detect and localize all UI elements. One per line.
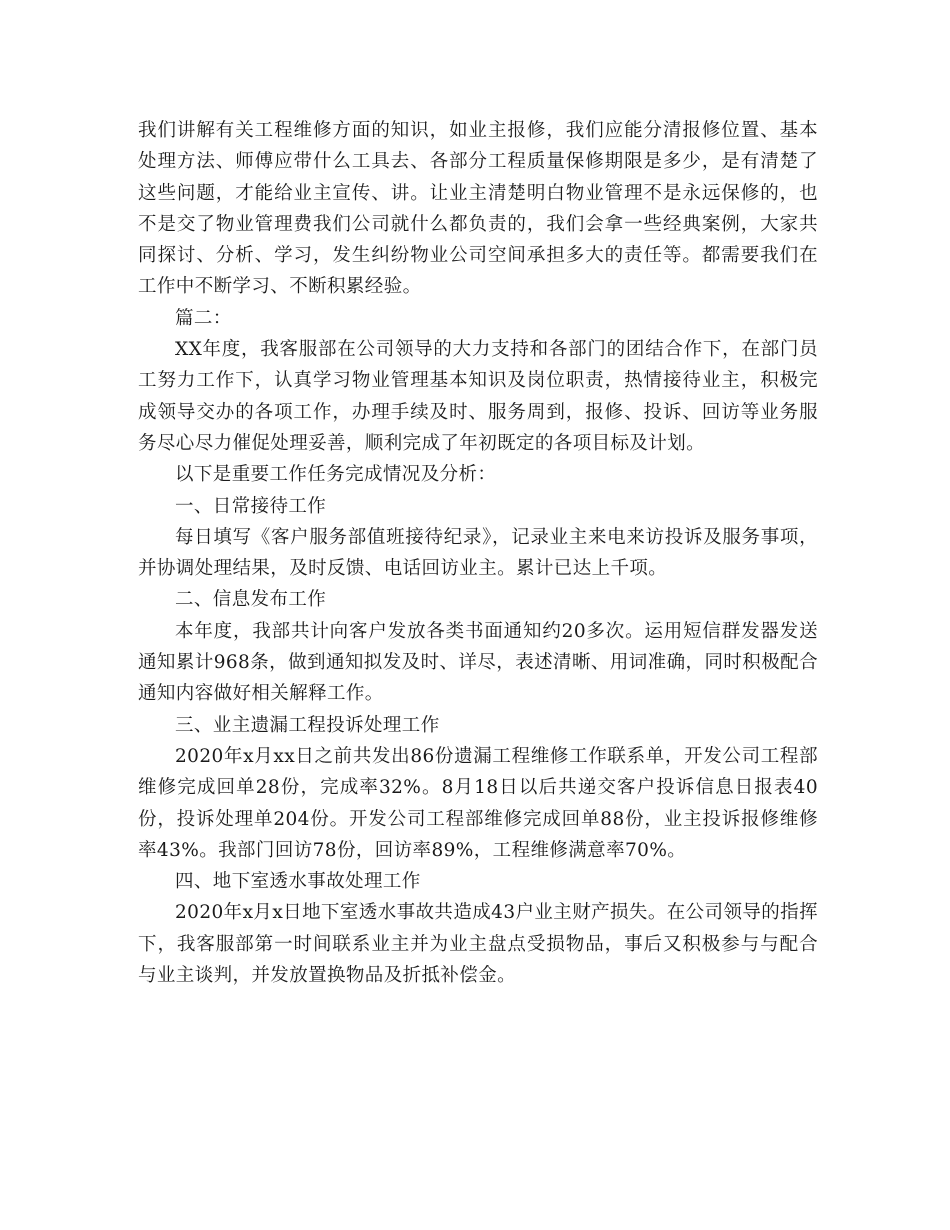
section-heading-part-two: 篇二： (175, 307, 232, 329)
paragraph-task-overview: 以下是重要工作任务完成情况及分析： (175, 464, 497, 486)
section-heading-reception: 一、日常接待工作 (175, 495, 327, 517)
section-heading-complaints: 三、业主遗漏工程投诉处理工作 (175, 714, 440, 736)
paragraph-notices: 本年度，我部共计向客户发放各类书面通知约20多次。运用短信群发器发送通知累计968条，做到通知拟发及时、详尽，表述清晰、用词准确，同时积极配合通知内容做好相关解释工作。 (138, 620, 818, 705)
paragraph-basement-flood: 2020年x月x日地下室透水事故共造成43户业主财产损失。在公司领导的指挥下，我客服部第一时间联系业主并为业主盘点受损物品，事后又积极参与与配合与业主谈判，并发放置换物品及折抵补偿金。 (138, 902, 818, 987)
paragraph-annual-summary: XX年度，我客服部在公司领导的大力支持和各部门的团结合作下，在部门员工努力工作下，认真学习物业管理基本知识及岗位职责，热情接待业主，积极完成领导交办的各项工作，办理手续及时、服务周到，报修、投诉、回访等业务服务尽心尽力催促处理妥善，顺利完成了年初既定的各项目标及计划。 (138, 339, 818, 454)
document-body (138, 115, 818, 991)
paragraph-complaints: 2020年x月xx日之前共发出86份遗漏工程维修工作联系单，开发公司工程部维修完成回单28份，完成率32%。8月18日以后共递交客户投诉信息日报表40份，投诉处理单204份。开发公司工程部维修完成回单88份，业主投诉报修维修率43%。我部门回访78份，回访率89%，工程维修满意率70%。 (138, 745, 818, 861)
paragraph-reception: 每日填写《客户服务部值班接待纪录》，记录业主来电来访投诉及服务事项，并协调处理结果，及时反馈、电话回访业主。累计已达上千项。 (138, 526, 818, 580)
section-heading-notices: 二、信息发布工作 (175, 589, 327, 611)
paragraph-intro: 我们讲解有关工程维修方面的知识，如业主报修，我们应能分清报修位置、基本处理方法、师傅应带什么工具去、各部分工程质量保修期限是多少，是有清楚了这些问题，才能给业主宣传、讲。让业主清楚明白物业管理不是永远保修的，也不是交了物业管理费我们公司就什么都负责的，我们会拿一些经典案例，大家共同探讨、分析、学习，发生纠纷物业公司空间承担多大的责任等。都需要我们在工作中不断学习、不断积累经验。 (138, 120, 818, 298)
section-heading-basement-flood: 四、地下室透水事故处理工作 (175, 871, 421, 893)
